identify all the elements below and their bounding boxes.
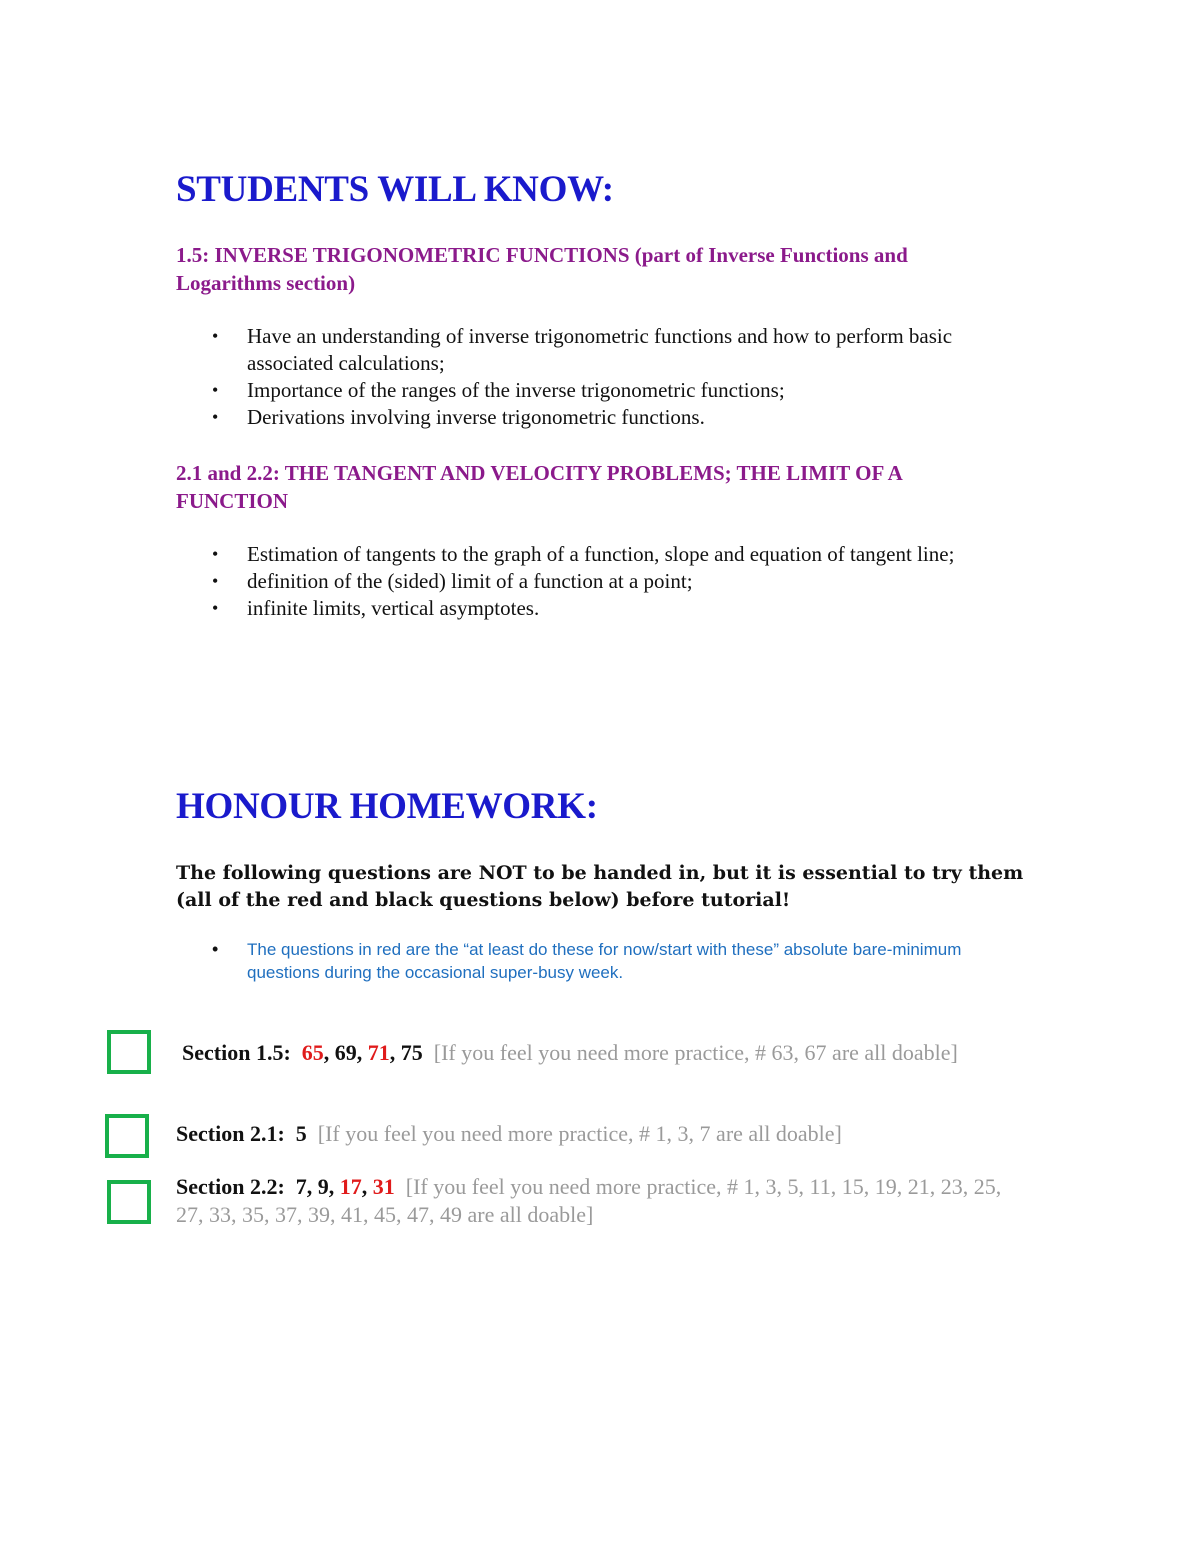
list-item: • infinite limits, vertical asymptotes. [212, 596, 540, 620]
bullet-list-1-5 [176, 323, 976, 431]
list-item: • Importance of the ranges of the inverse trigonometric functions; [212, 378, 785, 402]
homework-section-1-5: Section 1.5: 65, 69, 71, 75 [If you feel you need more practice, # 63, 67 are all doable] [182, 1040, 958, 1065]
question-number: 31 [372, 1174, 395, 1199]
question-number: 65 [301, 1040, 324, 1065]
bullet-icon: • [212, 326, 219, 346]
list-item: • definition of the (sided) limit of a function at a point; [212, 569, 693, 593]
extra-practice-note: [If you feel you need more practice, # 1, 3, 5, 11, 15, 19, 21, 23, 25, 27, 33, 35, 37, 39, 41, 45, 47, 49 are all doable] [176, 1174, 1002, 1227]
list-item: • Have an understanding of inverse trigonometric functions and how to perform basic associated calculations; [212, 324, 953, 375]
bullet-icon: • [212, 544, 219, 564]
bullet-list-2-1-2-2 [176, 541, 976, 622]
checkbox-section-1-5[interactable] [107, 1030, 151, 1074]
honour-homework-title: HONOUR HOMEWORK: [176, 786, 598, 827]
bullet-icon: • [212, 939, 219, 959]
students-will-know-title: STUDENTS WILL KNOW: [176, 169, 614, 210]
section-heading-2-1-2-2: 2.1 and 2.2: THE TANGENT AND VELOCITY PROBLEMS; THE LIMIT OF A FUNCTION [176, 461, 902, 513]
checkbox-section-2-2[interactable] [107, 1180, 151, 1224]
list-item: • Estimation of tangents to the graph of a function, slope and equation of tangent line; [212, 542, 955, 566]
question-number: 17 [339, 1174, 362, 1199]
bullet-icon: • [212, 571, 219, 591]
extra-practice-note: [If you feel you need more practice, # 1, 3, 7 are all doable] [317, 1121, 842, 1146]
question-number: 69 [334, 1040, 357, 1065]
section-label: Section 1.5: [182, 1040, 291, 1065]
question-number: 7 [295, 1174, 307, 1199]
section-heading-1-5: 1.5: INVERSE TRIGONOMETRIC FUNCTIONS (part of Inverse Functions and Logarithms section) [176, 243, 908, 295]
question-number: 9 [317, 1174, 329, 1199]
homework-section-2-1 [176, 1120, 1036, 1148]
question-number: 75 [400, 1040, 423, 1065]
bullet-icon: • [212, 598, 219, 618]
homework-intro: The following questions are NOT to be handed in, but it is essential to try them (all of the red and black questions below) before tutorial! [176, 862, 1024, 911]
checkbox-section-2-1[interactable] [105, 1114, 149, 1158]
list-item: • Derivations involving inverse trigonometric functions. [212, 405, 705, 429]
homework-section-2-2: Section 2.2: 7, 9, 17, 31 [If you feel you need more practice, # 1, 3, 5, 11, 15, 19, 21, 23, 25, 27, 33, 35, 37, 39, 41, 45, 47, 49 are all doable] [176, 1174, 1002, 1227]
section-label: Section 2.2: [176, 1174, 285, 1199]
homework-note-list [176, 938, 1026, 984]
question-number: 5 [295, 1121, 307, 1146]
question-number: 71 [367, 1040, 390, 1065]
bullet-icon: • [212, 380, 219, 400]
list-item [176, 938, 1026, 984]
section-label: Section 2.1: [176, 1121, 285, 1146]
homework-note: The questions in red are the “at least do these for now/start with these” absolute bare-minimum questions during the occasional super-busy week. [247, 940, 962, 982]
bullet-icon: • [212, 407, 219, 427]
extra-practice-note: [If you feel you need more practice, # 63, 67 are all doable] [433, 1040, 958, 1065]
